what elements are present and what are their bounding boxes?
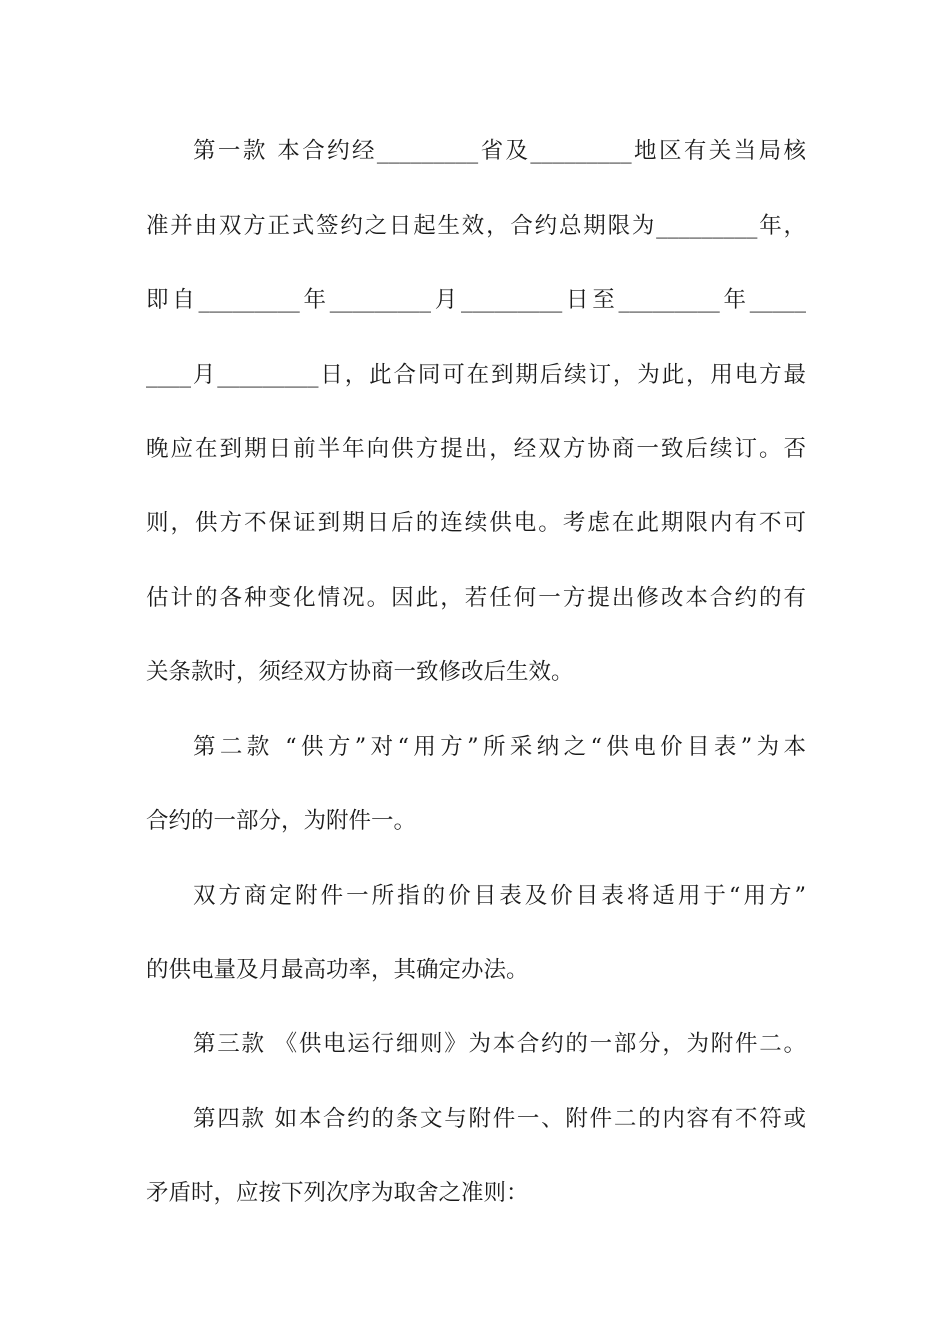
clause-4-line-1: 第四款 如本合约的条文与附件一、附件二的内容有不符或	[193, 1106, 806, 1132]
clause-2-line-2: 合约的一部分，为附件一。	[146, 808, 417, 834]
clause-1-line-5: 晚应在到期日前半年向供方提出，经双方协商一致后续订。否	[146, 436, 806, 462]
clause-1-line-8: 关条款时，须经双方协商一致修改后生效。	[146, 659, 574, 685]
clause-4-line-2: 矛盾时，应按下列次序为取舍之准则：	[146, 1180, 529, 1206]
clause-1-line-2: 准并由双方正式签约之日起生效，合约总期限为_________年，	[146, 213, 806, 239]
clause-2-para-2-line-2: 的供电量及月最高功率，其确定办法。	[146, 957, 529, 983]
clause-2-line-1: 第二款 “供方”对“用方”所采纳之“供电价目表”为本	[193, 734, 806, 760]
clause-1-line-6: 则，供方不保证到期日后的连续供电。考虑在此期限内有不可	[146, 510, 806, 536]
clause-1-line-3: 即自_________年_________月_________日至_________年_____	[146, 287, 806, 313]
clause-1-line-4: ____月_________日，此合同可在到期后续订，为此，用电方最	[146, 362, 806, 388]
clause-2-para-2-line-1: 双方商定附件一所指的价目表及价目表将适用于“用方”	[193, 883, 806, 909]
clause-1-line-1: 第一款 本合约经_________省及_________地区有关当局核	[193, 138, 806, 164]
clause-3-line-1: 第三款 《供电运行细则》为本合约的一部分，为附件二。	[193, 1031, 806, 1057]
clause-1-line-7: 估计的各种变化情况。因此，若任何一方提出修改本合约的有	[146, 585, 806, 611]
